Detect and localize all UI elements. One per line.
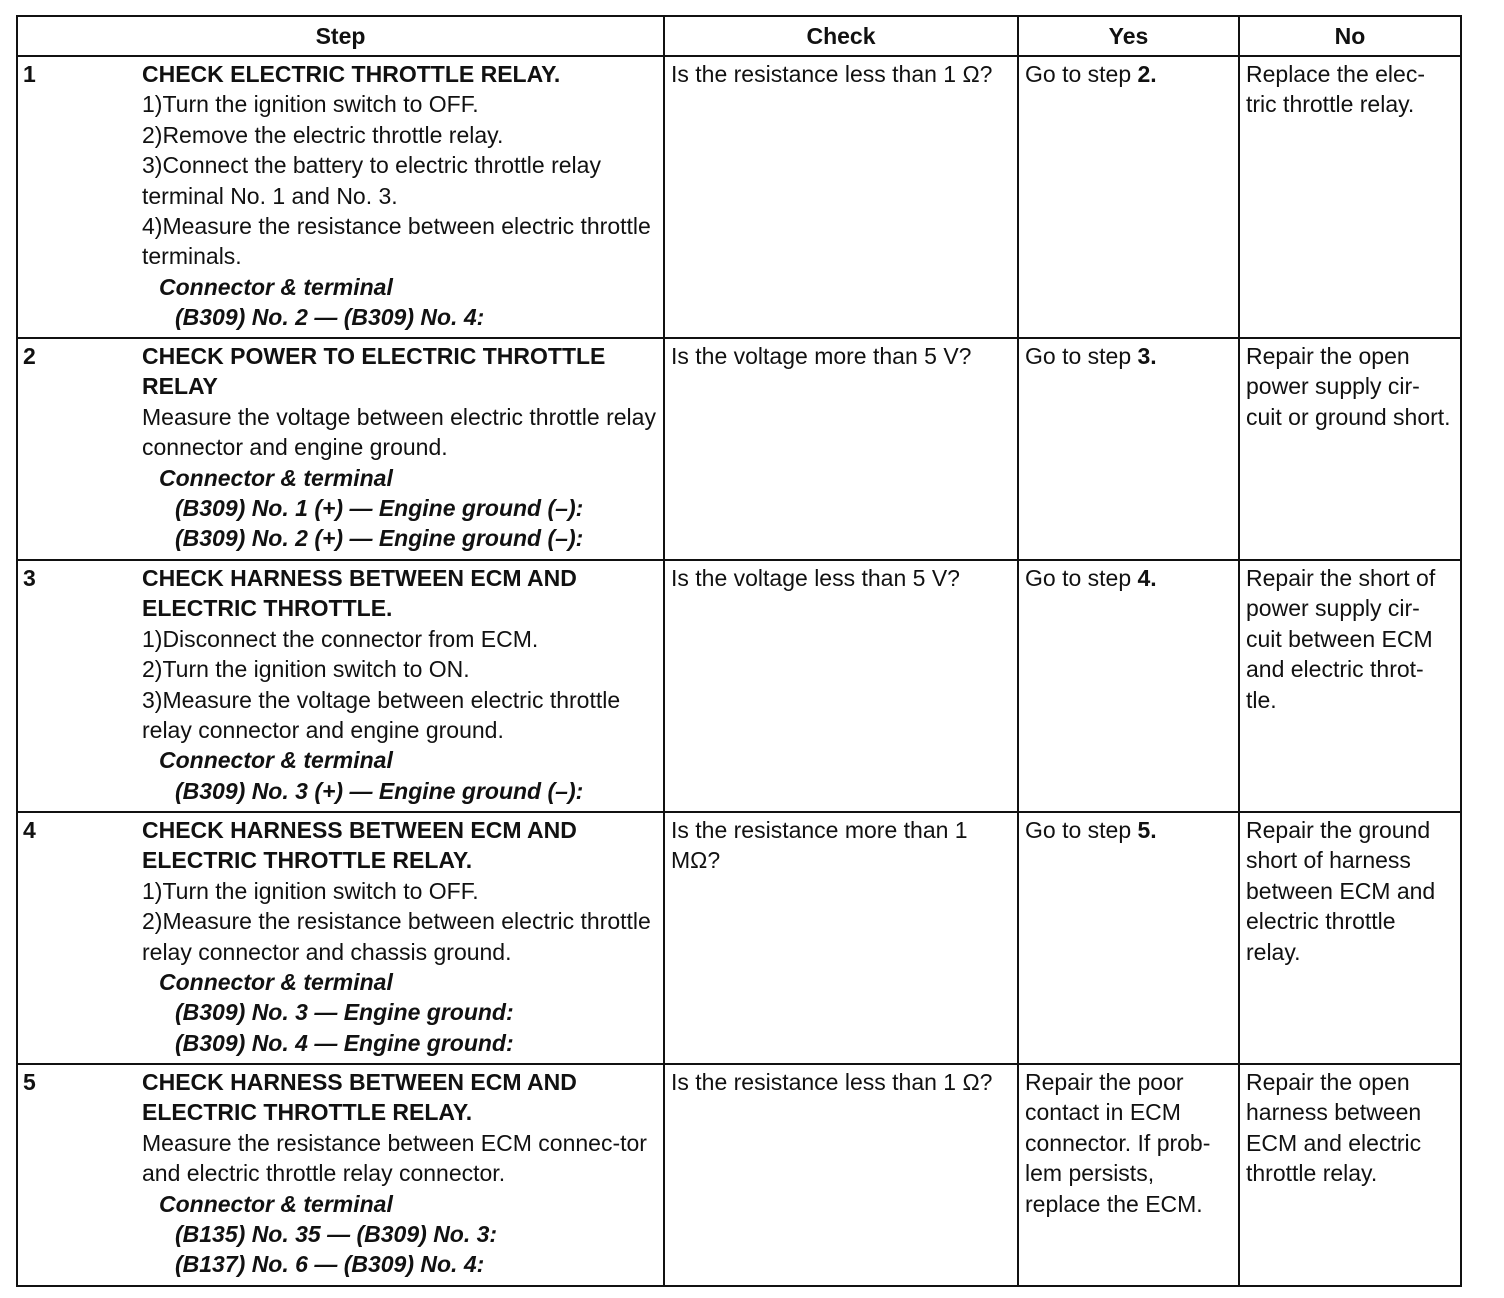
yes-cell: [1018, 338, 1239, 560]
no-cell: Replace the elec-tric throttle relay.: [1239, 56, 1461, 338]
step-body: [18, 57, 663, 335]
step-title: CHECK HARNESS BETWEEN ECM AND ELECTRIC THROTTLE RELAY.: [142, 817, 577, 874]
connector-terminal: (B309) No. 2 (+) — Engine ground (–):: [175, 525, 584, 552]
table-row: [17, 56, 1461, 338]
step-cell: [17, 560, 664, 812]
step-number: 3: [23, 565, 36, 591]
connector-terminal: (B309) No. 3 (+) — Engine ground (–):: [175, 777, 584, 804]
step-instruction: 3)Measure the voltage between electric throttle relay connector and engine ground.: [142, 686, 621, 744]
step-number: 1: [23, 61, 36, 87]
step-body: [18, 339, 663, 556]
connector-terminal: (B137) No. 6 — (B309) No. 4:: [175, 1251, 485, 1278]
yes-text: Go to step: [1025, 565, 1138, 591]
connector-label: Connector & terminal: [159, 969, 393, 996]
header-step: Step: [17, 16, 664, 56]
check-cell: Is the resistance less than 1 Ω?: [664, 56, 1018, 338]
connector-terminal: (B309) No. 4 — Engine ground:: [175, 1029, 514, 1056]
check-cell: Is the resistance less than 1 Ω?: [664, 1064, 1018, 1286]
check-cell: Is the resistance more than 1 MΩ?: [664, 812, 1018, 1064]
step-title: CHECK HARNESS BETWEEN ECM AND ELECTRIC THROTTLE.: [142, 565, 577, 622]
table-row: [17, 338, 1461, 560]
no-cell: Repair the open power supply cir-cuit or ground short.: [1239, 338, 1461, 560]
step-number: 5: [23, 1069, 36, 1095]
no-cell: Repair the ground short of harness between ECM and electric throttle relay.: [1239, 812, 1461, 1064]
check-cell: Is the voltage less than 5 V?: [664, 560, 1018, 812]
step-instruction: 4)Measure the resistance between electric throttle terminals.: [142, 213, 651, 270]
header-yes: Yes: [1018, 16, 1239, 56]
yes-text: Go to step: [1025, 343, 1138, 369]
step-title: CHECK HARNESS BETWEEN ECM AND ELECTRIC THROTTLE RELAY.: [142, 1069, 577, 1126]
table-row: [17, 1064, 1461, 1286]
yes-text: Go to step: [1025, 817, 1138, 843]
yes-step-link: 2.: [1137, 61, 1157, 87]
connector-terminal: (B309) No. 3 — Engine ground:: [175, 999, 514, 1026]
header-check: Check: [664, 16, 1018, 56]
step-body: [18, 561, 663, 808]
yes-cell: [1018, 56, 1239, 338]
header-no: No: [1239, 16, 1461, 56]
step-body: [18, 813, 663, 1060]
step-instruction: Measure the voltage between electric throttle relay connector and engine ground.: [142, 403, 656, 461]
yes-cell: [1018, 812, 1239, 1064]
diagnostic-table: [16, 15, 1462, 1287]
step-body: [18, 1065, 663, 1282]
step-instruction: 1)Turn the ignition switch to OFF.: [142, 91, 479, 118]
yes-step-link: 4.: [1137, 565, 1157, 591]
yes-step-link: 3.: [1137, 343, 1157, 369]
connector-label: Connector & terminal: [159, 464, 393, 491]
connector-label: Connector & terminal: [159, 1190, 393, 1217]
yes-step-link: 5.: [1137, 817, 1157, 843]
table-row: [17, 560, 1461, 812]
step-cell: [17, 812, 664, 1064]
step-cell: [17, 1064, 664, 1286]
yes-text: Go to step: [1025, 61, 1138, 87]
yes-cell: [1018, 1064, 1239, 1286]
no-cell: Repair the short of power supply cir-cuit between ECM and electric throt-tle.: [1239, 560, 1461, 812]
step-title: CHECK ELECTRIC THROTTLE RELAY.: [142, 61, 561, 87]
check-cell: Is the voltage more than 5 V?: [664, 338, 1018, 560]
step-cell: [17, 338, 664, 560]
header-row: [17, 16, 1461, 56]
step-instruction: 3)Connect the battery to electric throttle relay terminal No. 1 and No. 3.: [142, 152, 601, 209]
step-instruction: 1)Disconnect the connector from ECM.: [142, 625, 539, 652]
connector-terminal: (B309) No. 2 — (B309) No. 4:: [175, 304, 485, 331]
yes-text: Repair the poor contact in ECM connector. If prob-lem persists, replace the ECM.: [1025, 1069, 1211, 1217]
step-cell: [17, 56, 664, 338]
table-row: [17, 812, 1461, 1064]
step-instruction: 1)Turn the ignition switch to OFF.: [142, 877, 479, 904]
connector-label: Connector & terminal: [159, 273, 393, 300]
step-instruction: 2)Measure the resistance between electric throttle relay connector and chassis ground.: [142, 908, 651, 965]
step-instruction: 2)Turn the ignition switch to ON.: [142, 656, 470, 683]
connector-terminal: (B309) No. 1 (+) — Engine ground (–):: [175, 495, 584, 522]
connector-terminal: (B135) No. 35 — (B309) No. 3:: [175, 1221, 498, 1248]
table-body: [17, 56, 1461, 1286]
step-instruction: 2)Remove the electric throttle relay.: [142, 121, 504, 148]
step-number: 2: [23, 343, 36, 369]
connector-label: Connector & terminal: [159, 747, 393, 774]
step-instruction: Measure the resistance between ECM connec-tor and electric throttle relay connector.: [142, 1129, 647, 1187]
step-title: CHECK POWER TO ELECTRIC THROTTLE RELAY: [142, 343, 606, 400]
yes-cell: [1018, 560, 1239, 812]
step-number: 4: [23, 817, 36, 843]
no-cell: Repair the open harness between ECM and electric throttle relay.: [1239, 1064, 1461, 1286]
